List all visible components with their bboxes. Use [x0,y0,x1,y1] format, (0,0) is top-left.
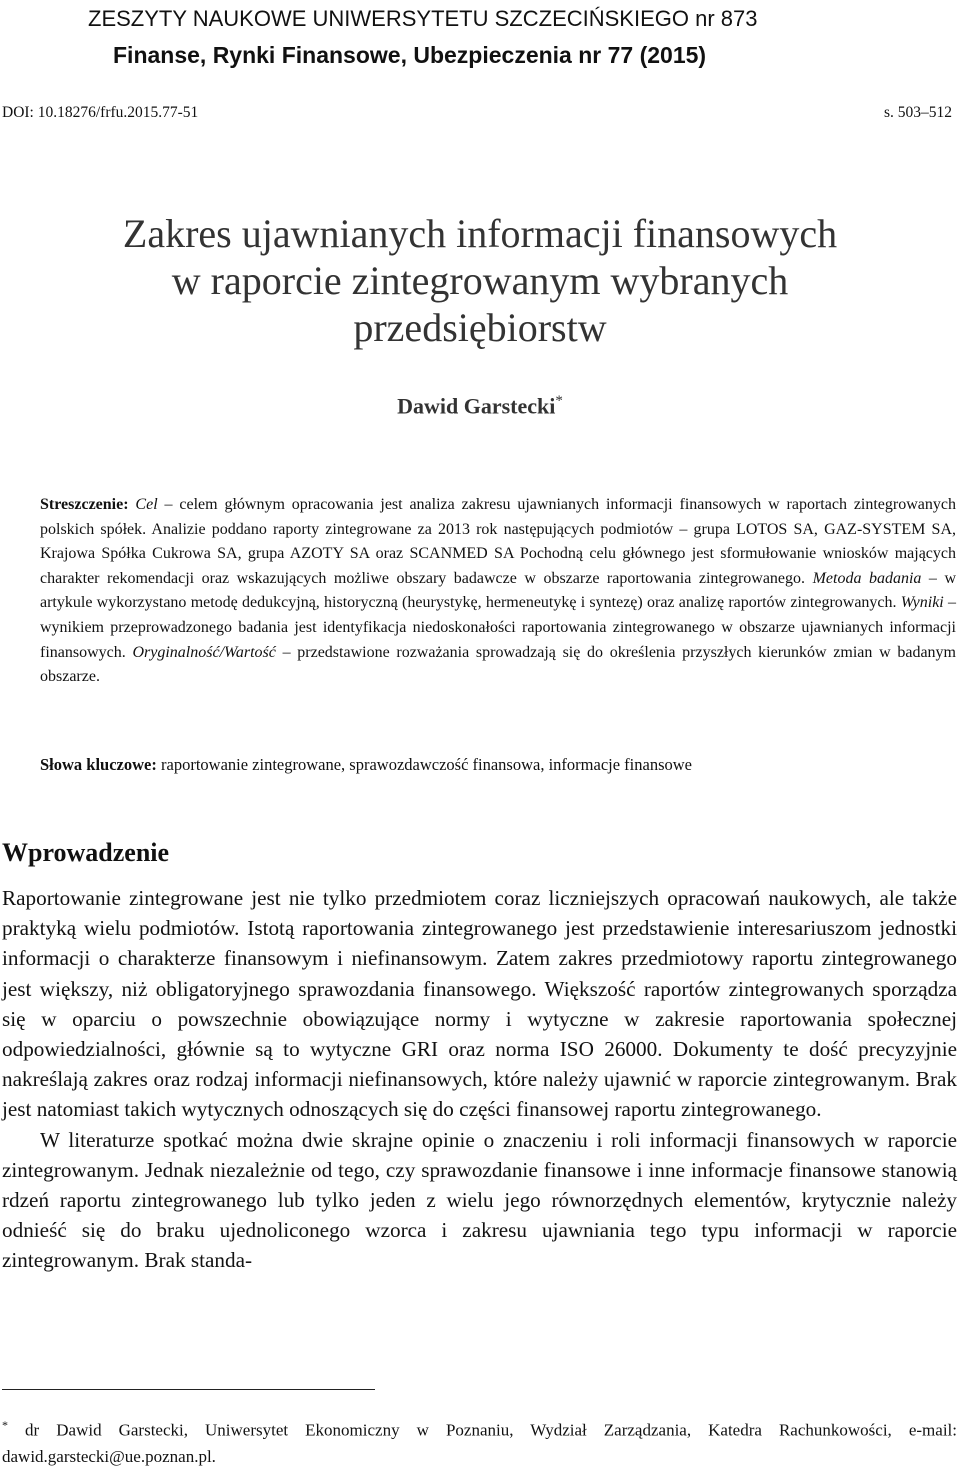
title-line: Zakres ujawnianych informacji finansowych [122,211,838,256]
abstract [40,493,956,690]
title-line: w raporcie zintegrowanym wybranych [171,258,789,303]
abstract-results-label: Wyniki [900,594,944,612]
paragraph: W literaturze spotkać można dwie skrajne opinie o znaczeniu i roli informacji finansowych w raporcie zintegrowanym. Jednak niezależnie od tego, czy sprawozdanie finansowe i inne informacje finansowe stanowią rdzeń raportu zintegrowanego lub tylko jeden z wielu jego równorzędnych elementów, krytycznie należy odnieść się do braku ujednoliconego wzorca i zakresu ujawniania tego typu informacji w raporcie zintegrowanym. Brak standa- [2,1127,957,1273]
abstract-originality-text: – przedstawione rozważania sprowadzają się do określenia przyszłych kierunków zmian w badanym obszarze. [40,643,956,686]
author [0,393,960,419]
page-range: s. 503–512 [883,104,952,121]
author-footnote-mark: * [555,393,563,409]
footnote-separator [2,1389,375,1390]
article-title [0,210,960,351]
section-body [2,883,957,1276]
footnote [2,1412,957,1470]
abstract-method-label: Metoda badania [812,569,922,587]
title-line: przedsiębiorstw [353,305,607,350]
paragraph: Raportowanie zintegrowane jest nie tylko przedmiotem coraz liczniejszych opracowań naukowych, ale także praktyką wielu podmiotów. Istotą raportowania zintegrowanego jest przedstawienie interesariuszom jednostki informacji o charakterze finansowym i niefinansowym. Zatem zakres przedmiotowy raportu zintegrowanego jest większy, niż obligatoryjnego sprawozdania finansowego. Większość raportów zintegrowanych sporządza się w oparciu o powszechnie obowiązujące normy i wytyczne w zakresie raportowania społecznej odpowiedzialności, głównie są to wytyczne GRI oraz norma ISO 26000. Dokumenty te dość precyzyjnie nakreślają zakres oraz rodzaj informacji niefinansowych, które należy ujawnić w raporcie zintegrowanym. Brak jest natomiast takich wytycznych odnoszących się do części finansowej raportu zintegrowanego. [2,886,957,1122]
abstract-label: Streszczenie: [40,496,129,513]
doi: DOI: 10.18276/frfu.2015.77-51 [2,104,199,121]
author-name: Dawid Garstecki [397,393,556,419]
abstract-goal-label: Cel [135,496,158,513]
journal-series: Finanse, Rynki Finansowe, Ubezpieczenia nr 77 (2015) [113,42,707,68]
keywords-label: Słowa kluczowe: [40,755,157,774]
footnote-text: dr Dawid Garstecki, Uniwersytet Ekonomiczny w Poznaniu, Wydział Zarządzania, Katedra Rachunkowości, e-mail: dawid.garstecki@ue.poznan.pl. [2,1420,957,1466]
abstract-results-text: – wynikiem przeprowadzonego badania jest identyfikacja niedoskonałości raportowania zintegrowanego w obszarze ujawnianych informacji finansowych. [40,594,957,661]
abstract-originality-label: Oryginalność/Wartość [132,643,276,661]
abstract-goal-text: – celem głównym opracowania jest analiza zakresu ujawnianych informacji finansowych w raportach zintegrowanych polskich spółek. Analizie poddano raporty zintegrowane za 2013 rok następujących podmiotów – grupa LOTOS SA, GAZ-SYSTEM SA, Krajowa Spółka Cukrowa SA, grupa AZOTY SA oraz SCANMED SA Pochodną celu głównego jest sformułowanie wniosków mających charakter rekomendacji oraz wskazujących możliwe obszary badawcze w obszarze raportowania zintegrowanego. [40,496,956,587]
abstract-method-text: – w artykule wykorzystano metodę dedukcyjną, historyczną (heurystykę, hermeneutykę i syntezę) oraz analizę raportów zintegrowanych. [40,569,956,612]
keywords-text: raportowanie zintegrowane, sprawozdawczość finansowa, informacje finansowe [156,755,692,774]
footnote-mark: * [2,1418,8,1432]
section-heading: Wprowadzenie [2,838,170,867]
journal-name: ZESZYTY NAUKOWE UNIWERSYTETU SZCZECIŃSKIEGO nr 873 [88,6,758,31]
keywords [40,755,692,775]
